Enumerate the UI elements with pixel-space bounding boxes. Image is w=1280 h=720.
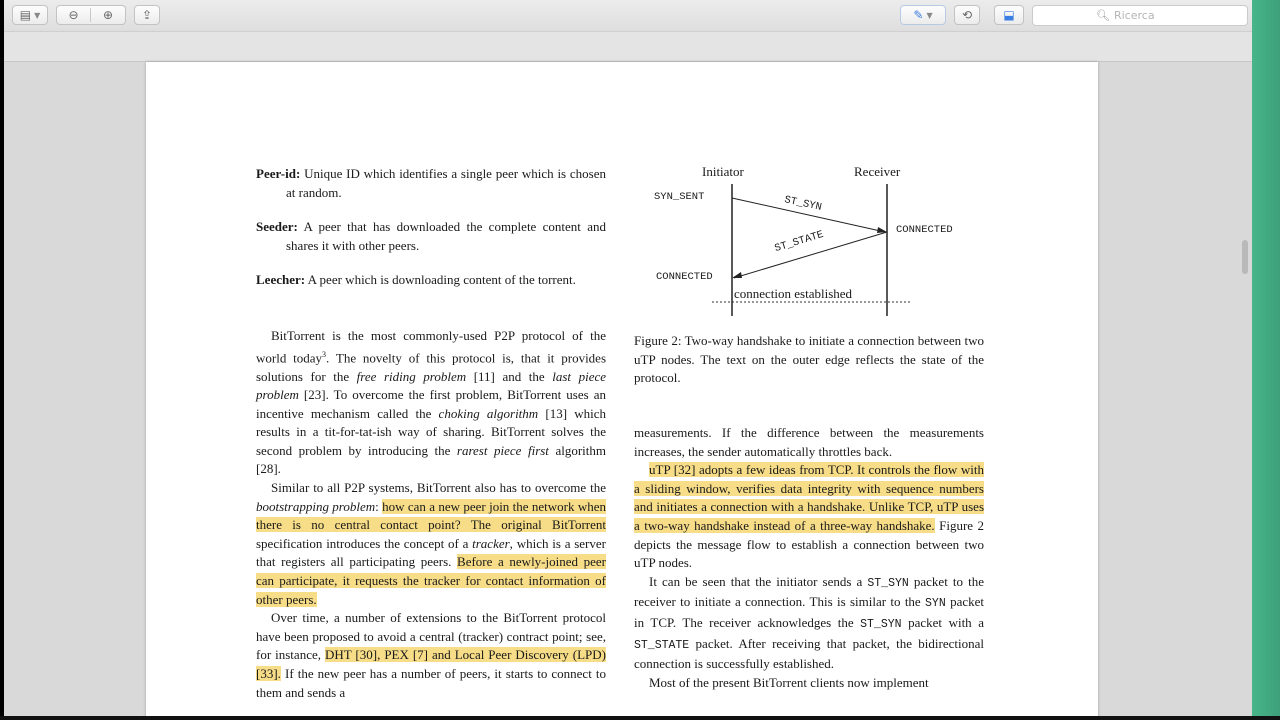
- paragraph: Most of the present BitTorrent clients now implement: [649, 674, 929, 690]
- zoom-control: [56, 5, 126, 25]
- st-syn-label: ST_SYN: [783, 194, 823, 214]
- highlight[interactable]: Before a newly-joined peer can participate, it requests the tracker for contact information of other peers.: [256, 554, 607, 607]
- markup-toolbar: [4, 32, 1252, 62]
- scrollbar-thumb[interactable]: [1242, 240, 1248, 274]
- connected-right-label: CONNECTED: [896, 224, 953, 236]
- figure-caption: Figure 2: Two-way handshake to initiate a connection between two uTP nodes. The text on the outer edge reflects the state of the protocol.: [634, 333, 984, 385]
- search-input[interactable]: [1114, 9, 1184, 22]
- definition-peer-id: Peer-id: Unique ID which identifies a single peer which is chosen at random.: [256, 166, 607, 200]
- markup-toolbar-button[interactable]: [900, 5, 946, 25]
- paragraph: measurements. If the difference between the measurements increases, the sender automatically throttles back.: [634, 425, 984, 459]
- sidebar-view-button[interactable]: [12, 5, 48, 25]
- definition-leecher: Leecher: A peer which is downloading content of the torrent.: [256, 272, 576, 287]
- receiver-label: Receiver: [854, 164, 901, 179]
- st-state-label: ST_STATE: [773, 228, 826, 256]
- paragraph: uTP [32] adopts a few ideas from TCP. It controls the flow with a sliding window, verifies data integrity with sequence numbers and initiates a connection with a handshake. Unlike TCP, uTP uses a two-way handshake instead of a three-way handshake. Figure 2 depicts the message flow to establish a connection between two uTP nodes.: [634, 462, 984, 571]
- main-toolbar: [4, 0, 1252, 32]
- pdf-page: [146, 62, 1098, 716]
- zoom-out-icon[interactable]: ⊖: [57, 8, 91, 22]
- search-icon: 🔍︎: [1096, 9, 1110, 22]
- zoom-in-icon[interactable]: ⊕: [102, 8, 114, 22]
- arrowhead: [732, 272, 742, 278]
- initiator-label: Initiator: [702, 164, 744, 179]
- paragraph: BitTorrent is the most commonly-used P2P protocol of the world today$^3$. The novelty of this protocol is, that it provides solutions for the free riding problem [11] and the last piece problem [23]. To overcome the first problem, BitTorrent uses an incentive mechanism called the choking algorithm [13] which results in a tit-for-tat-ish way of sharing. BitTorrent solves the second problem by introducing the rarest piece first algorithm [28].: [256, 328, 607, 477]
- handshake-figure: [634, 160, 984, 330]
- definition-seeder: Seeder: A peer that has downloaded the complete content and shares it with other peers.: [256, 219, 606, 253]
- highlight[interactable]: DHT [30], PEX [7] and Local Peer Discovery (LPD) [33].: [256, 647, 606, 682]
- paragraph: It can be seen that the initiator sends a ST_SYN packet to the receiver to initiate a connection. This is similar to the SYN packet in TCP. The receiver acknowledges the ST_SYN packet with a ST_STATE packet. After receiving that packet, the bidirectional connection is successfully established.: [634, 573, 984, 672]
- rotate-button[interactable]: [954, 5, 980, 25]
- sidebar-icon: ▤: [19, 8, 32, 22]
- paragraph: Over time, a number of extensions to the BitTorrent protocol have been proposed to avoid a central (tracker) contract point; see, for instance, DHT [30], PEX [7] and Local Peer Discovery (LPD) [33]. If the new peer has a number of peers, it starts to connect to them and sends a: [256, 610, 606, 700]
- right-column-text: [634, 424, 984, 692]
- rotate-icon: ⟲: [961, 8, 973, 22]
- screen-edge: [0, 716, 1280, 720]
- chevron-down-icon: ▼: [926, 10, 933, 20]
- highlight[interactable]: how can a new peer join the network when there is no central contact point? The original BitTorrent: [256, 498, 606, 533]
- share-button[interactable]: [134, 5, 160, 25]
- established-label: connection established: [734, 286, 853, 301]
- connected-left-label: CONNECTED: [656, 271, 713, 283]
- chevron-down-icon: ▼: [34, 10, 41, 20]
- highlight[interactable]: uTP [32] adopts a few ideas from TCP. It controls the flow with a sliding window, verifies data integrity with sequence numbers and initiates a connection with a handshake. Unlike TCP, uTP uses a two-way handshake instead of a three-way handshake.: [634, 462, 984, 533]
- toolbox-button[interactable]: [994, 5, 1024, 25]
- desktop-background: [1252, 0, 1280, 720]
- left-column-text: [256, 327, 606, 702]
- search-field[interactable]: [1032, 5, 1248, 26]
- pen-icon: ✎: [913, 8, 924, 22]
- share-icon: ⇪: [141, 8, 153, 22]
- document-view[interactable]: [4, 62, 1252, 716]
- preview-window: [4, 0, 1252, 716]
- paragraph: Similar to all P2P systems, BitTorrent also has to overcome the bootstrapping problem: how can a new peer join the network when there is no central contact point? The original BitTorrent specification introduces the concept of a tracker, which is a server that registers all participating peers. Before a newly-joined peer can participate, it requests the tracker for contact information of other peers.: [256, 480, 607, 607]
- syn-sent-label: SYN_SENT: [654, 191, 705, 203]
- toolbox-icon: ⬓: [1003, 8, 1015, 22]
